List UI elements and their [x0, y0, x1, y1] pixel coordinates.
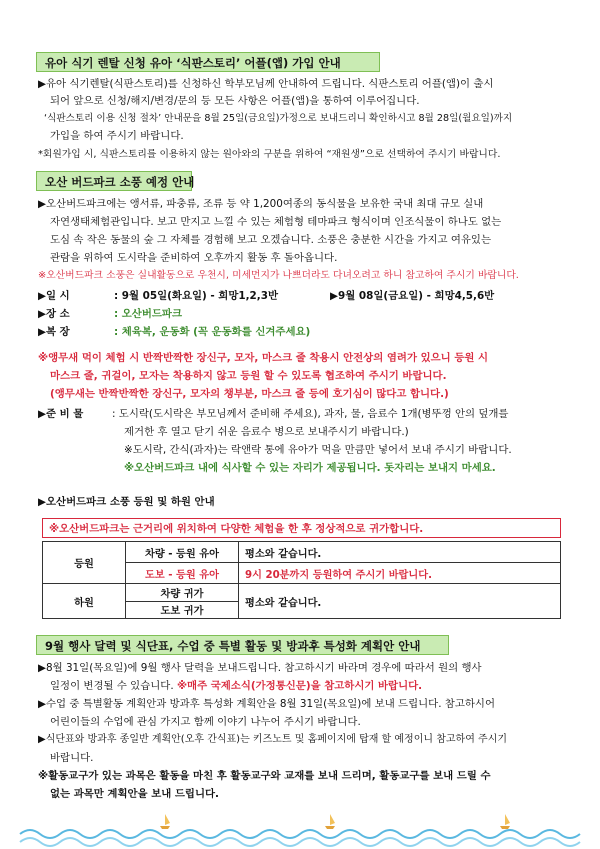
- prep-label: ▶준 비 물: [38, 408, 84, 420]
- prep-line: ※도시락, 간식(과자)는 락앤락 통에 유아가 먹을 만큼만 넣어서 보내 주시기 바랍니다.: [124, 444, 512, 456]
- text-line: ▶식단표와 방과후 종일반 계획안(오후 간식표)는 키즈노트 및 홈페이지에 탑재 할 예정이니 참고하여 주시기: [38, 734, 508, 745]
- date-value-b: ▶9월 08일(금요일) - 희망4,5,6반: [330, 290, 495, 302]
- text-line: 없는 과목만 계획안을 보내 드립니다.: [50, 788, 219, 800]
- dress-value: : 체육복, 운동화 (꼭 운동화를 신겨주세요): [114, 326, 311, 338]
- arrive-walk: 도보 - 등원 유아: [126, 563, 239, 584]
- text-line: 어린이들의 수업에 관심 가지고 함께 이야기 나누어 주시기 바랍니다.: [50, 716, 361, 728]
- text-line: 도심 속 작은 동물의 숲 그 자체를 경험해 보고 오겠습니다. 소풍은 충분한 시간을 가지고 여유있는: [50, 234, 491, 246]
- text-line: 자연생태체험관입니다. 보고 만지고 느낄 수 있는 체험형 테마파크 형식이며 인조식물이 하나도 없는: [50, 216, 502, 228]
- wave-decoration: [0, 808, 600, 849]
- text-line: ‘식판스토리 이용 신청 절차’ 안내문을 8월 25일(금요일)가정으로 보내드리니 확인하시고 8월 28일(월요일)까지: [44, 113, 513, 124]
- section-title-september: 9월 행사 달력 및 식단표, 수업 중 특별 활동 및 방과후 특성화 계획안 안내: [36, 635, 449, 655]
- notice-highlight: ※매주 국제소식(가정통신문)을 참고하시기 바랍니다.: [176, 680, 423, 692]
- prep-line: : 도시락(도시락은 부모님께서 준비해 주세요), 과자, 물, 음료수 1개(병뚜껑 안의 덮개를: [112, 408, 509, 420]
- text-line: 관람을 위하여 도시락을 준비하여 오후까지 활동 후 돌아옵니다.: [50, 252, 338, 264]
- dress-label: ▶복 장: [38, 326, 70, 338]
- arrive-walk-value: 9시 20분까지 등원하여 주시기 바랍니다.: [239, 563, 561, 584]
- schedule-table: [42, 541, 561, 619]
- leave-car: 차량 귀가: [126, 584, 239, 602]
- boat-icon: [160, 814, 510, 829]
- text-line: 가입을 하여 주시기 바랍니다.: [50, 130, 184, 142]
- date-value-a: : 9월 05일(화요일) - 희망1,2,3반: [114, 290, 279, 302]
- text-line: ▶오산버드파크에는 앵서류, 파충류, 조류 등 약 1,200여종의 동식물을 보유한 국내 최대 규모 실내: [38, 198, 484, 210]
- text-line: ▶수업 중 특별활동 계획안과 방과후 특성화 계획안을 8월 31일(목요일)에 보내 드립니다. 참고하시어: [38, 698, 495, 710]
- text-line: ▶유아 식기렌탈(식판스토리)를 신청하신 학부모님께 안내하여 드립니다. 식판스토리 어플(앱)이 출시: [38, 78, 494, 90]
- schedule-title: ▶오산버드파크 소풍 등원 및 하원 안내: [38, 496, 215, 508]
- section-title-meal-rental: 유아 식기 렌탈 신청 유아 ‘식판스토리’ 어플(앱) 가입 안내: [36, 52, 380, 72]
- leave-walk: 도보 귀가: [126, 601, 239, 619]
- date-label: ▶일 시: [38, 290, 70, 302]
- text-line: ▶8월 31일(목요일)에 9월 행사 달력을 보내드립니다. 참고하시기 바라며 경우에 따라서 원의 행사: [38, 662, 482, 674]
- text-line: 바랍니다.: [50, 752, 94, 764]
- section-title-birdpark: 오산 버드파크 소풍 예정 안내: [36, 171, 192, 191]
- prep-line: 제거한 후 열고 닫기 쉬운 음료수 병으로 보내주시기 바랍니다.): [124, 426, 409, 438]
- parrot-note: ※앵무새 먹이 체험 시 반짝반짝한 장신구, 모자, 마스크 줄 착용시 안전상의 염려가 있으니 등원 시: [38, 352, 489, 364]
- leave-value: 평소와 같습니다.: [239, 584, 561, 619]
- rain-note: ※오산버드파크 소풍은 실내활동으로 우천시, 미세먼지가 나쁘더라도 다녀오려고 하니 참고하여 주시기 바랍니다.: [38, 270, 519, 281]
- place-label: ▶장 소: [38, 308, 70, 320]
- parrot-note: 마스크 줄, 귀걸이, 모자는 착용하지 않고 등원 할 수 있도록 협조하여 주시기 바랍니다.: [50, 370, 447, 382]
- place-value: : 오산버드파크: [114, 308, 182, 320]
- arrive-car-value: 평소와 같습니다.: [239, 542, 561, 563]
- leave-header: 하원: [43, 584, 126, 619]
- text-line: 되어 앞으로 신청/해지/변경/문의 등 모든 사항은 어플(앱)을 통하여 이루어집니다.: [50, 95, 420, 107]
- text-line: [50, 678, 422, 694]
- prep-line: ※오산버드파크 내에 식사할 수 있는 자리가 제공됩니다. 돗자리는 보내지 마세요.: [124, 462, 496, 474]
- text-line: *회원가입 시, 식판스토리를 이용하지 않는 원아와의 구분을 위하여 “재원생”으로 선택하여 주시기 바랍니다.: [38, 149, 501, 160]
- parrot-note: (앵무새는 반짝반짝한 장신구, 모자의 챙부분, 마스크 줄 등에 호기심이 많다고 합니다.): [50, 388, 449, 400]
- text-line: ※활동교구가 있는 과목은 활동을 마친 후 활동교구와 교재를 보내 드리며, 활동교구를 보내 드릴 수: [38, 770, 491, 782]
- text-span: 일정이 변경될 수 있습니다.: [50, 680, 177, 692]
- arrive-header: 등원: [43, 542, 126, 584]
- schedule-banner: ※오산버드파크는 근거리에 위치하여 다양한 체험을 한 후 정상적으로 귀가합니다.: [42, 518, 561, 538]
- arrive-car: 차량 - 등원 유아: [126, 542, 239, 563]
